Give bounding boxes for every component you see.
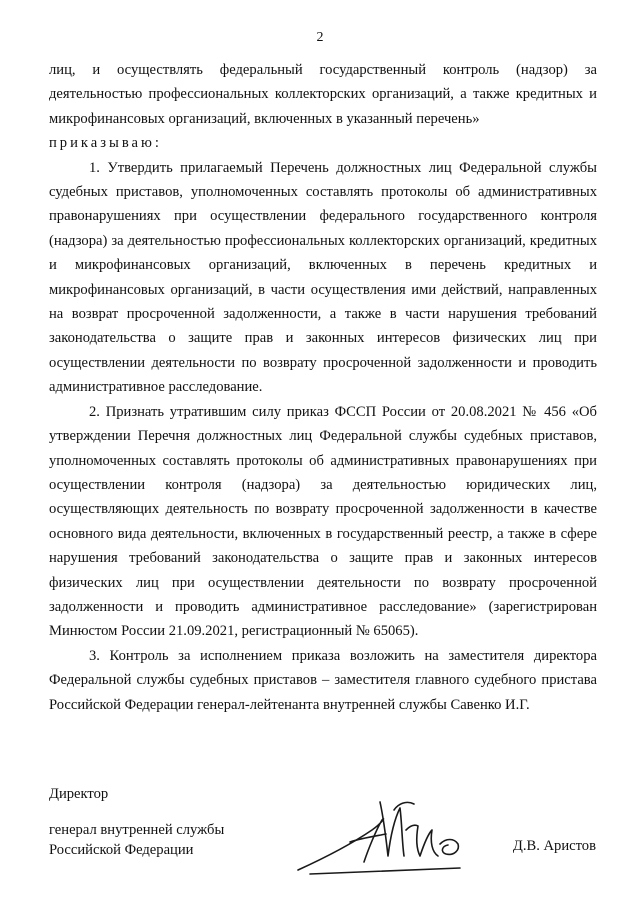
intro-paragraph: лиц, и осуществлять федеральный государственный контроль (надзор) за деятельностью профессиональных коллекторских организаций, а также кредитных и микрофинансовых организаций, включенных в указанный перечень» [49, 62, 597, 127]
signatory-title: Директор [49, 786, 109, 802]
item-1-paragraph: 1. Утвердить прилагаемый Перечень должностных лиц Федеральной службы судебных приставов, уполномоченных составлять протоколы об административных правонарушениях при осуществлении федерального государственного контроля (надзора) за деятельностью профессиональных коллекторских организаций, кредитных и микрофинансовых организаций, включенных в перечень кредитных и микрофинансовых организаций, в части осуществления ими действий, направленных на возврат просроченной задолженности, а также в части нарушения требований законодательства о защите прав и законных интересов физических лиц при осуществлении деятельности по возврату просроченной задолженности и проводить административное расследование. [49, 159, 597, 396]
signatory-name: Д.В. Аристов [512, 838, 596, 854]
signatory-rank-line-2: Российской Федерации [49, 842, 194, 858]
order-word: приказываю: [49, 135, 162, 152]
signatory-rank [49, 820, 224, 860]
item-2-paragraph: 2. Признать утратившим силу приказ ФССП России от 20.08.2021 № 456 «Об утверждении Перечня должностных лиц Федеральной службы судебных приставов, уполномоченных составлять протоколы об административных правонарушениях при осуществлении контроля (надзора) за деятельностью юридических лиц, осуществляющих деятельность по возврату просроченной задолженности в качестве основного вида деятельности, включенных в государственный реестр, а также в сфере нарушения требований законодательства о защите прав и законных интересов физических лиц при осуществлении деятельности по возврату просроченной задолженности и проводить административное расследование» (зарегистрирован Минюстом России 21.09.2021, регистрационный № 65065). [49, 403, 597, 640]
item-3-paragraph: 3. Контроль за исполнением приказа возложить на заместителя директора Федеральной службы судебных приставов – заместителя главного судебного пристава Российской Федерации генерал-лейтенанта внутренней службы Савенко И.Г. [49, 647, 597, 713]
document-body [49, 58, 597, 717]
signatory-rank-line-1: генерал внутренней службы [49, 822, 225, 838]
handwritten-signature [290, 790, 480, 880]
page-number: 2 [316, 30, 324, 45]
